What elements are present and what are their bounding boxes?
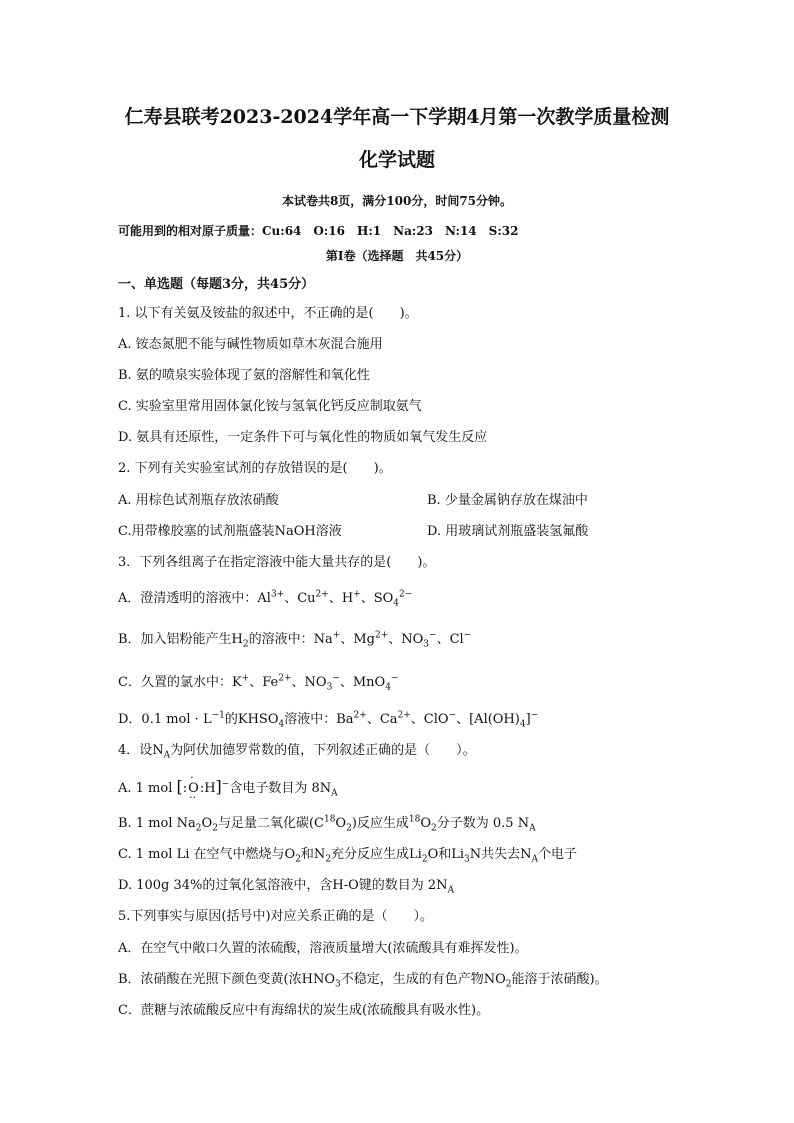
q1-option-b: B. 氨的喷泉实验体现了氨的溶解性和氧化性 (118, 368, 370, 383)
section-title: 一、单选题（每题3分，共45分） (118, 277, 315, 292)
q5-option-b: B．浓硝酸在光照下颜色变黄(浓$HNO_3$不稳定，生成的有色产物$NO_2$能溶于浓硝酸)。 (118, 972, 608, 990)
q5-option-a: A．在空气中敞口久置的浓硫酸，溶液质量增大(浓硫酸具有难挥发性)。 (118, 941, 528, 956)
q4-option-d: D. 100g 34%的过氧化氢溶液中，含H-O键的数目为 $2N_A$ (118, 878, 455, 896)
q1-option-d: D. 氨具有还原性，一定条件下可与氧化性的物质如氧气发生反应 (118, 430, 488, 445)
q1-option-c: C. 实验室里常用固体氯化铵与氢氧化钙反应制取氨气 (118, 399, 422, 414)
q3-option-b: B．加入铝粉能产生$H_2$的溶液中：Na+、$Mg^{2+}$、$NO_3^-$、Cl− (118, 630, 472, 650)
hydroxide-lewis-structure: [:· O ··:H]− (177, 781, 230, 796)
q4-option-b: B. 1 mol $Na_2O_2$与足量二氧化碳$(C^{18}O_2)$反应生成$^{18}O_2$分子数为 0.5 $N_A$ (118, 814, 536, 834)
exam-title: 仁寿县联考2023-2024学年高一下学期4月第一次教学质量检测 (124, 106, 670, 128)
q4-option-c: C. 1 mol Li 在空气中燃烧与$O_2$和$N_2$充分反应生成$Li_2O$和$Li_3N$共失去$N_A$个电子 (118, 847, 578, 865)
q2-option-d: D. 用玻璃试剂瓶盛装氢氟酸 (427, 524, 589, 539)
part-title: 第Ⅰ卷（选择题 共45分） (325, 249, 469, 263)
q2-option-c: C.用带橡胶塞的试剂瓶盛装NaOH溶液 (118, 524, 342, 539)
q5-stem: 5.下列事实与原因(括号中)对应关系正确的是（ ）。 (118, 909, 434, 924)
q4-stem: 4．设$N_A$为阿伏加德罗常数的值，下列叙述正确的是（ ）。 (118, 743, 476, 761)
atomic-masses: 可能用到的相对原子质量：Cu:64 O:16 H:1 Na:23 N:14 S:32 (118, 224, 519, 238)
q1-option-a: A. 铵态氮肥不能与碱性物质如草木灰混合施用 (118, 337, 383, 352)
q3-option-a: A．澄清透明的溶液中：$Al^{3+}$、$Cu^{2+}$、H+、$SO_4^{2-}$ (118, 589, 413, 609)
q2-option-b: B. 少量金属钠存放在煤油中 (427, 493, 588, 508)
exam-subtitle: 化学试题 (358, 149, 435, 171)
q5-option-c: C．蔗糖与浓硫酸反应中有海绵状的炭生成(浓硫酸具有吸水性)。 (118, 1003, 490, 1018)
q1-stem: 1. 以下有关氨及铵盐的叙述中，不正确的是( )。 (118, 306, 418, 321)
q2-option-a: A. 用棕色试剂瓶存放浓硝酸 (118, 493, 279, 508)
q4-option-a: A. 1 mol [:· O ··:H]−含电子数目为 $8N_A$ (118, 778, 338, 798)
q2-stem: 2. 下列有关实验室试剂的存放错误的是( )。 (118, 461, 392, 476)
q3-option-c: C．久置的氯水中：K+、$Fe^{2+}$、$NO_3^-$、MnO$_4$− (118, 673, 399, 693)
q3-stem: 3．下列各组离子在指定溶液中能大量共存的是( )。 (118, 555, 436, 570)
q3-option-d: D．0.1 mol · $L^{-1}$的$KHSO_4$溶液中：$Ba^{2+}$、$Ca^{2+}$、ClO−、$[Al(OH)_4]^-$ (118, 710, 539, 730)
exam-intro: 本试卷共8页，满分100分，时间75分钟。 (281, 194, 513, 208)
